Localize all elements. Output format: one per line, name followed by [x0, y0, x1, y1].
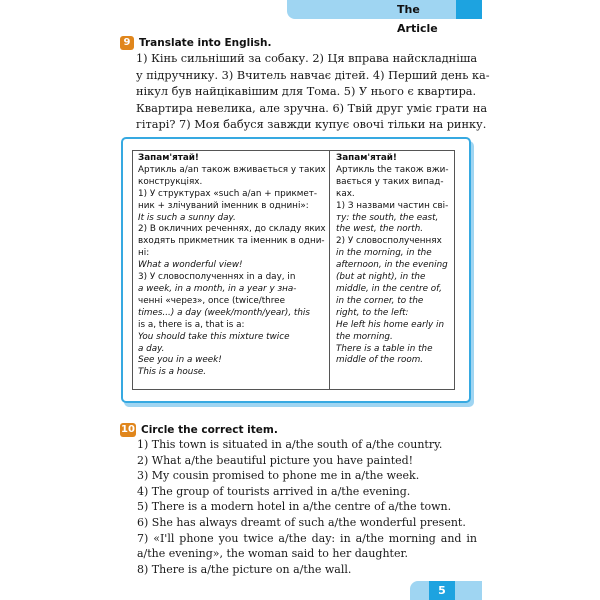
example-line: in the corner, to the	[336, 295, 424, 306]
rule-line: 2) В окличних реченнях, до складу яких	[138, 224, 326, 235]
example-line: There is a table in the	[336, 343, 433, 354]
rule-line: times...) a day (week/month/year), this	[138, 307, 310, 318]
exercise-9-line: у підручнику. 3) Вчитель навчає дітей. 4) Перший день ка-	[136, 68, 490, 82]
example-line: This is a house.	[138, 367, 207, 378]
list-item: 4) The group of tourists arrived in a/the evening.	[137, 484, 411, 498]
example-line: middle of the room.	[336, 355, 424, 366]
exercise-10-number: 10	[121, 424, 135, 435]
exercise-9-number: 9	[120, 36, 134, 50]
exercise-9-line: гітарі? 7) Моя бабуся завжди купує овочі тільки на ринку.	[136, 118, 487, 132]
rule-line: конструкціях.	[138, 176, 203, 187]
remember-box	[121, 137, 471, 403]
example-line: What a wonderful view!	[138, 260, 243, 271]
rule-line: Артикль the також вжи-	[336, 164, 449, 175]
example-line: middle, in the centre of,	[336, 283, 442, 294]
rule-line: Артикль a/an також вживається у таких	[138, 164, 326, 175]
example-line: right, to the left:	[336, 307, 409, 318]
example-line: the morning.	[336, 331, 393, 342]
remember-table	[132, 150, 455, 390]
list-item: 2) What a/the beautiful picture you have painted!	[137, 453, 414, 467]
rule-line: входять прикметник та іменник в одни-	[138, 236, 325, 247]
example-line: He left his home early in	[336, 319, 445, 330]
example-line: in the morning, in the	[336, 248, 432, 259]
example-line: afternoon, in the evening	[336, 260, 448, 271]
exercise-9-text	[136, 51, 490, 134]
exercise-9-title: Translate into English.	[139, 37, 272, 49]
remember-heading: Запам'ятай!	[336, 153, 397, 163]
example-line: (but at night), in the	[336, 272, 426, 283]
example-line: It is such a sunny day.	[138, 212, 236, 223]
list-item: 6) She has always dreamt of such a/the wonderful present.	[137, 515, 466, 529]
rule-line: 1) У структурах «such a/an + прикмет-	[138, 188, 318, 199]
rule-line: ник + злічуваний іменник в однині»:	[138, 200, 309, 211]
rule-line: 1) З назвами частин сві-	[336, 200, 449, 211]
exercise-9-line: Квартира невелика, але зручна. 6) Твій друг уміє грати на	[136, 101, 488, 115]
list-item: 8) There is a/the picture on a/the wall.	[137, 562, 352, 576]
exercise-9-line: нікул був найцікавішим для Тома. 5) У нього є квартира.	[136, 85, 477, 99]
remember-right-column	[336, 153, 450, 367]
example-line: See you in a week!	[138, 355, 222, 366]
example-line: You should take this mixture twice	[138, 331, 290, 342]
rule-line: ченні «через», once (twice/three	[138, 295, 285, 306]
exercise-9-line: 1) Кінь сильніший за собаку. 2) Ця вправа найскладніша	[136, 52, 478, 65]
exercise-10-list	[137, 437, 477, 577]
list-item: 3) My cousin promised to phone me in a/the week.	[137, 469, 420, 483]
remember-left-column	[138, 153, 325, 379]
header-tab-marker	[456, 0, 482, 19]
rule-line: is a, there is a, that is a:	[138, 319, 245, 330]
page-number: 5	[429, 581, 455, 600]
rule-line: 3) У словосполученнях in a day, in	[138, 272, 296, 283]
section-title: The Article	[397, 3, 438, 35]
example-line: the west, the north.	[336, 224, 424, 235]
rule-line: 2) У словосполученнях	[336, 236, 442, 247]
remember-heading: Запам'ятай!	[138, 153, 199, 163]
example-line: ту: the south, the east,	[336, 212, 439, 223]
rule-line: ках.	[336, 188, 355, 199]
example-line: a day.	[138, 343, 165, 354]
list-item: 1) This town is situated in a/the south of a/the country.	[137, 438, 443, 451]
column-divider	[329, 151, 330, 389]
list-item: 7) «I'll phone you twice a/the day: in a/the morning and in a/the evening», the woman said to her daughter.	[137, 531, 477, 561]
rule-line: вається у таких випад-	[336, 176, 444, 187]
exercise-10-title: Circle the correct item.	[141, 424, 278, 436]
rule-line: ні:	[138, 248, 150, 259]
rule-line: a week, in a month, in a year у зна-	[138, 283, 297, 294]
list-item: 5) There is a modern hotel in a/the centre of a/the town.	[137, 500, 452, 514]
